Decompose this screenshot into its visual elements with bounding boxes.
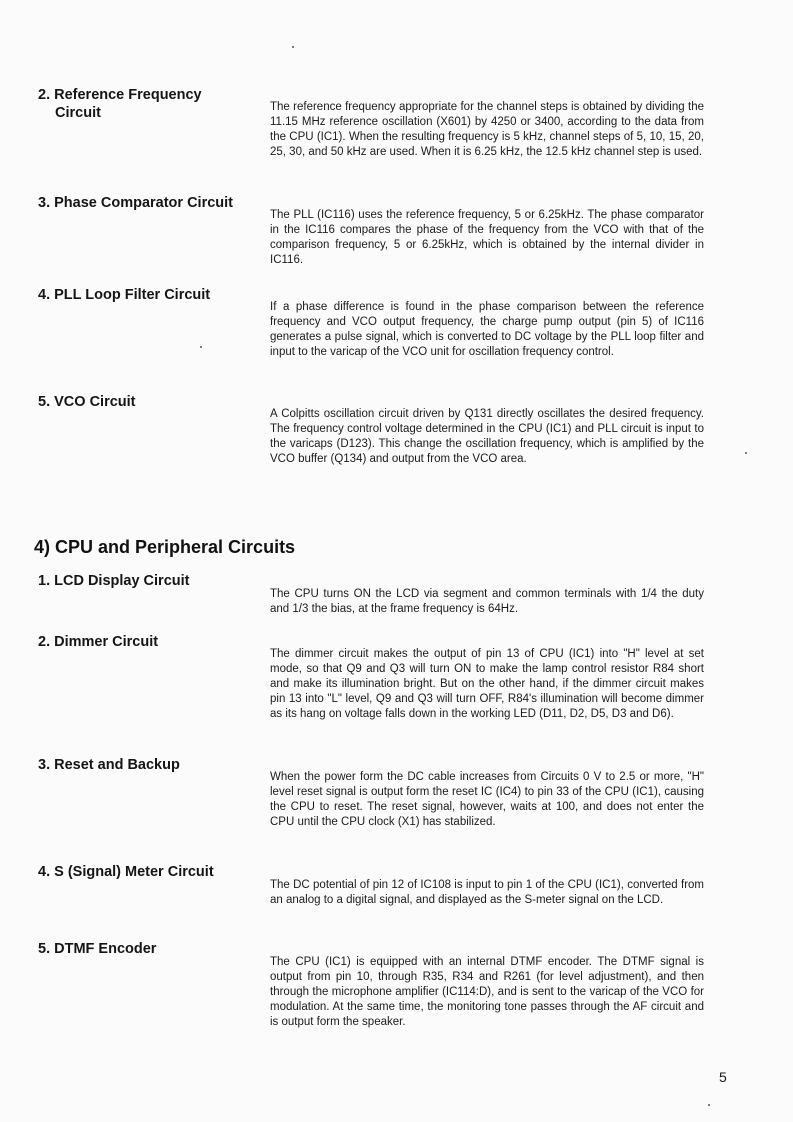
section-title-dtmf-encoder (38, 940, 156, 958)
section-title-vco (38, 393, 136, 411)
section-title-text: S (Signal) Meter Circuit (54, 864, 214, 880)
section-title-text: Reset and Backup (54, 757, 180, 773)
scan-speck (708, 1104, 710, 1106)
section-title-text: DTMF Encoder (54, 941, 157, 957)
scan-speck (200, 346, 202, 348)
section-title-text: Dimmer Circuit (54, 634, 159, 650)
section-title-phase-comparator (38, 194, 233, 212)
section-number: 4. (38, 287, 51, 303)
section-title-text: PLL Loop Filter Circuit (54, 287, 211, 303)
section-title-lcd-display (38, 572, 189, 590)
section-body-lcd-display: The CPU turns ON the LCD via segment and common terminals with 1/4 the duty and 1/3 the bias, at the frame frequency is 64Hz. (270, 588, 704, 615)
section-title-pll-loop-filter (38, 286, 210, 304)
section-body-dtmf-encoder: The CPU (IC1) is equipped with an internal DTMF encoder. The DTMF signal is output from pin 10, through R35, R34 and R261 (for level adjustment), and then through the microphone amplifier (IC114:D), and is sent to the varicap of the VCO for modulation. At the same time, the monitoring tone passes through the AF circuit and is output form the speaker. (270, 956, 704, 1028)
section-number: 3. (38, 195, 51, 211)
section-title-text: VCO Circuit (54, 394, 136, 410)
section-body-reference-frequency: The reference frequency appropriate for the channel steps is obtained by dividing the 11.15 MHz reference oscillation (X601) by 4250 or 3400, according to the data from the CPU (IC1). When the resulting frequency is 5 kHz, channel steps of 5, 10, 15, 20, 25, 30, and 50 kHz are used. When it is 6.25 kHz, the 12.5 kHz channel step is used. (270, 101, 704, 158)
section-title-text: Phase Comparator Circuit (54, 195, 234, 211)
chapter-heading: 4) CPU and Peripheral Circuits (34, 537, 296, 557)
section-number: 4. (38, 864, 51, 880)
section-number: 2. (38, 87, 51, 103)
section-title-reference-frequency (38, 86, 202, 122)
section-number: 5. (38, 394, 51, 410)
section-body-reset-backup: When the power form the DC cable increases from Circuits 0 V to 2.5 or more, "H" level reset signal is output form the reset IC (IC4) to pin 33 of the CPU (IC1), causing the CPU to reset. The reset signal, however, waits at 100, and does not enter the CPU until the CPU clock (X1) has stabilized. (270, 771, 704, 828)
section-number: 1. (38, 573, 51, 589)
section-title-text: Reference Frequency (54, 87, 202, 103)
scan-speck (745, 452, 747, 454)
section-title-reset-backup (38, 756, 180, 774)
section-body-phase-comparator: The PLL (IC116) uses the reference frequency, 5 or 6.25kHz. The phase comparator in the IC116 compares the phase of the frequency from the VCO with that of the comparison frequency, 5 or 6.25kHz, which is obtained by the internal divider in IC116. (270, 209, 704, 266)
section-title-dimmer (38, 633, 158, 651)
scan-speck (292, 46, 294, 48)
section-number: 5. (38, 941, 51, 957)
section-body-vco: A Colpitts oscillation circuit driven by Q131 directly oscillates the desired frequency. The frequency control voltage determined in the CPU (IC1) and PLL circuit is input to the varicaps (D123). This change the oscillation frequency, which is amplified by the VCO buffer (Q134) and output from the VCO area. (270, 408, 704, 465)
section-title-text-continued: Circuit (55, 105, 101, 121)
section-number: 2. (38, 634, 51, 650)
section-body-pll-loop-filter: If a phase difference is found in the phase comparison between the reference frequency and VCO output frequency, the charge pump output (pin 5) of IC116 generates a pulse signal, which is converted to DC voltage by the PLL loop filter and input to the varicap of the VCO unit for oscillation frequency control. (270, 301, 704, 358)
section-body-dimmer: The dimmer circuit makes the output of pin 13 of CPU (IC1) into "H" level at set mode, so that Q9 and Q3 will turn ON to make the lamp control resistor R84 short and make its illumination bright. But on the other hand, if the dimmer circuit makes pin 13 into "L" level, Q9 and Q3 will turn OFF, R84's illumination will become dimmer as its hang on voltage falls down in the working LED (D11, D2, D5, D3 and D6). (270, 648, 704, 720)
section-body-s-meter: The DC potential of pin 12 of IC108 is input to pin 1 of the CPU (IC1), converted from an analog to a digital signal, and displayed as the S-meter signal on the LCD. (270, 879, 704, 906)
page-number: 5 (719, 1069, 727, 1085)
section-number: 3. (38, 757, 51, 773)
section-title-text: LCD Display Circuit (54, 573, 190, 589)
section-title-s-meter (38, 863, 214, 881)
